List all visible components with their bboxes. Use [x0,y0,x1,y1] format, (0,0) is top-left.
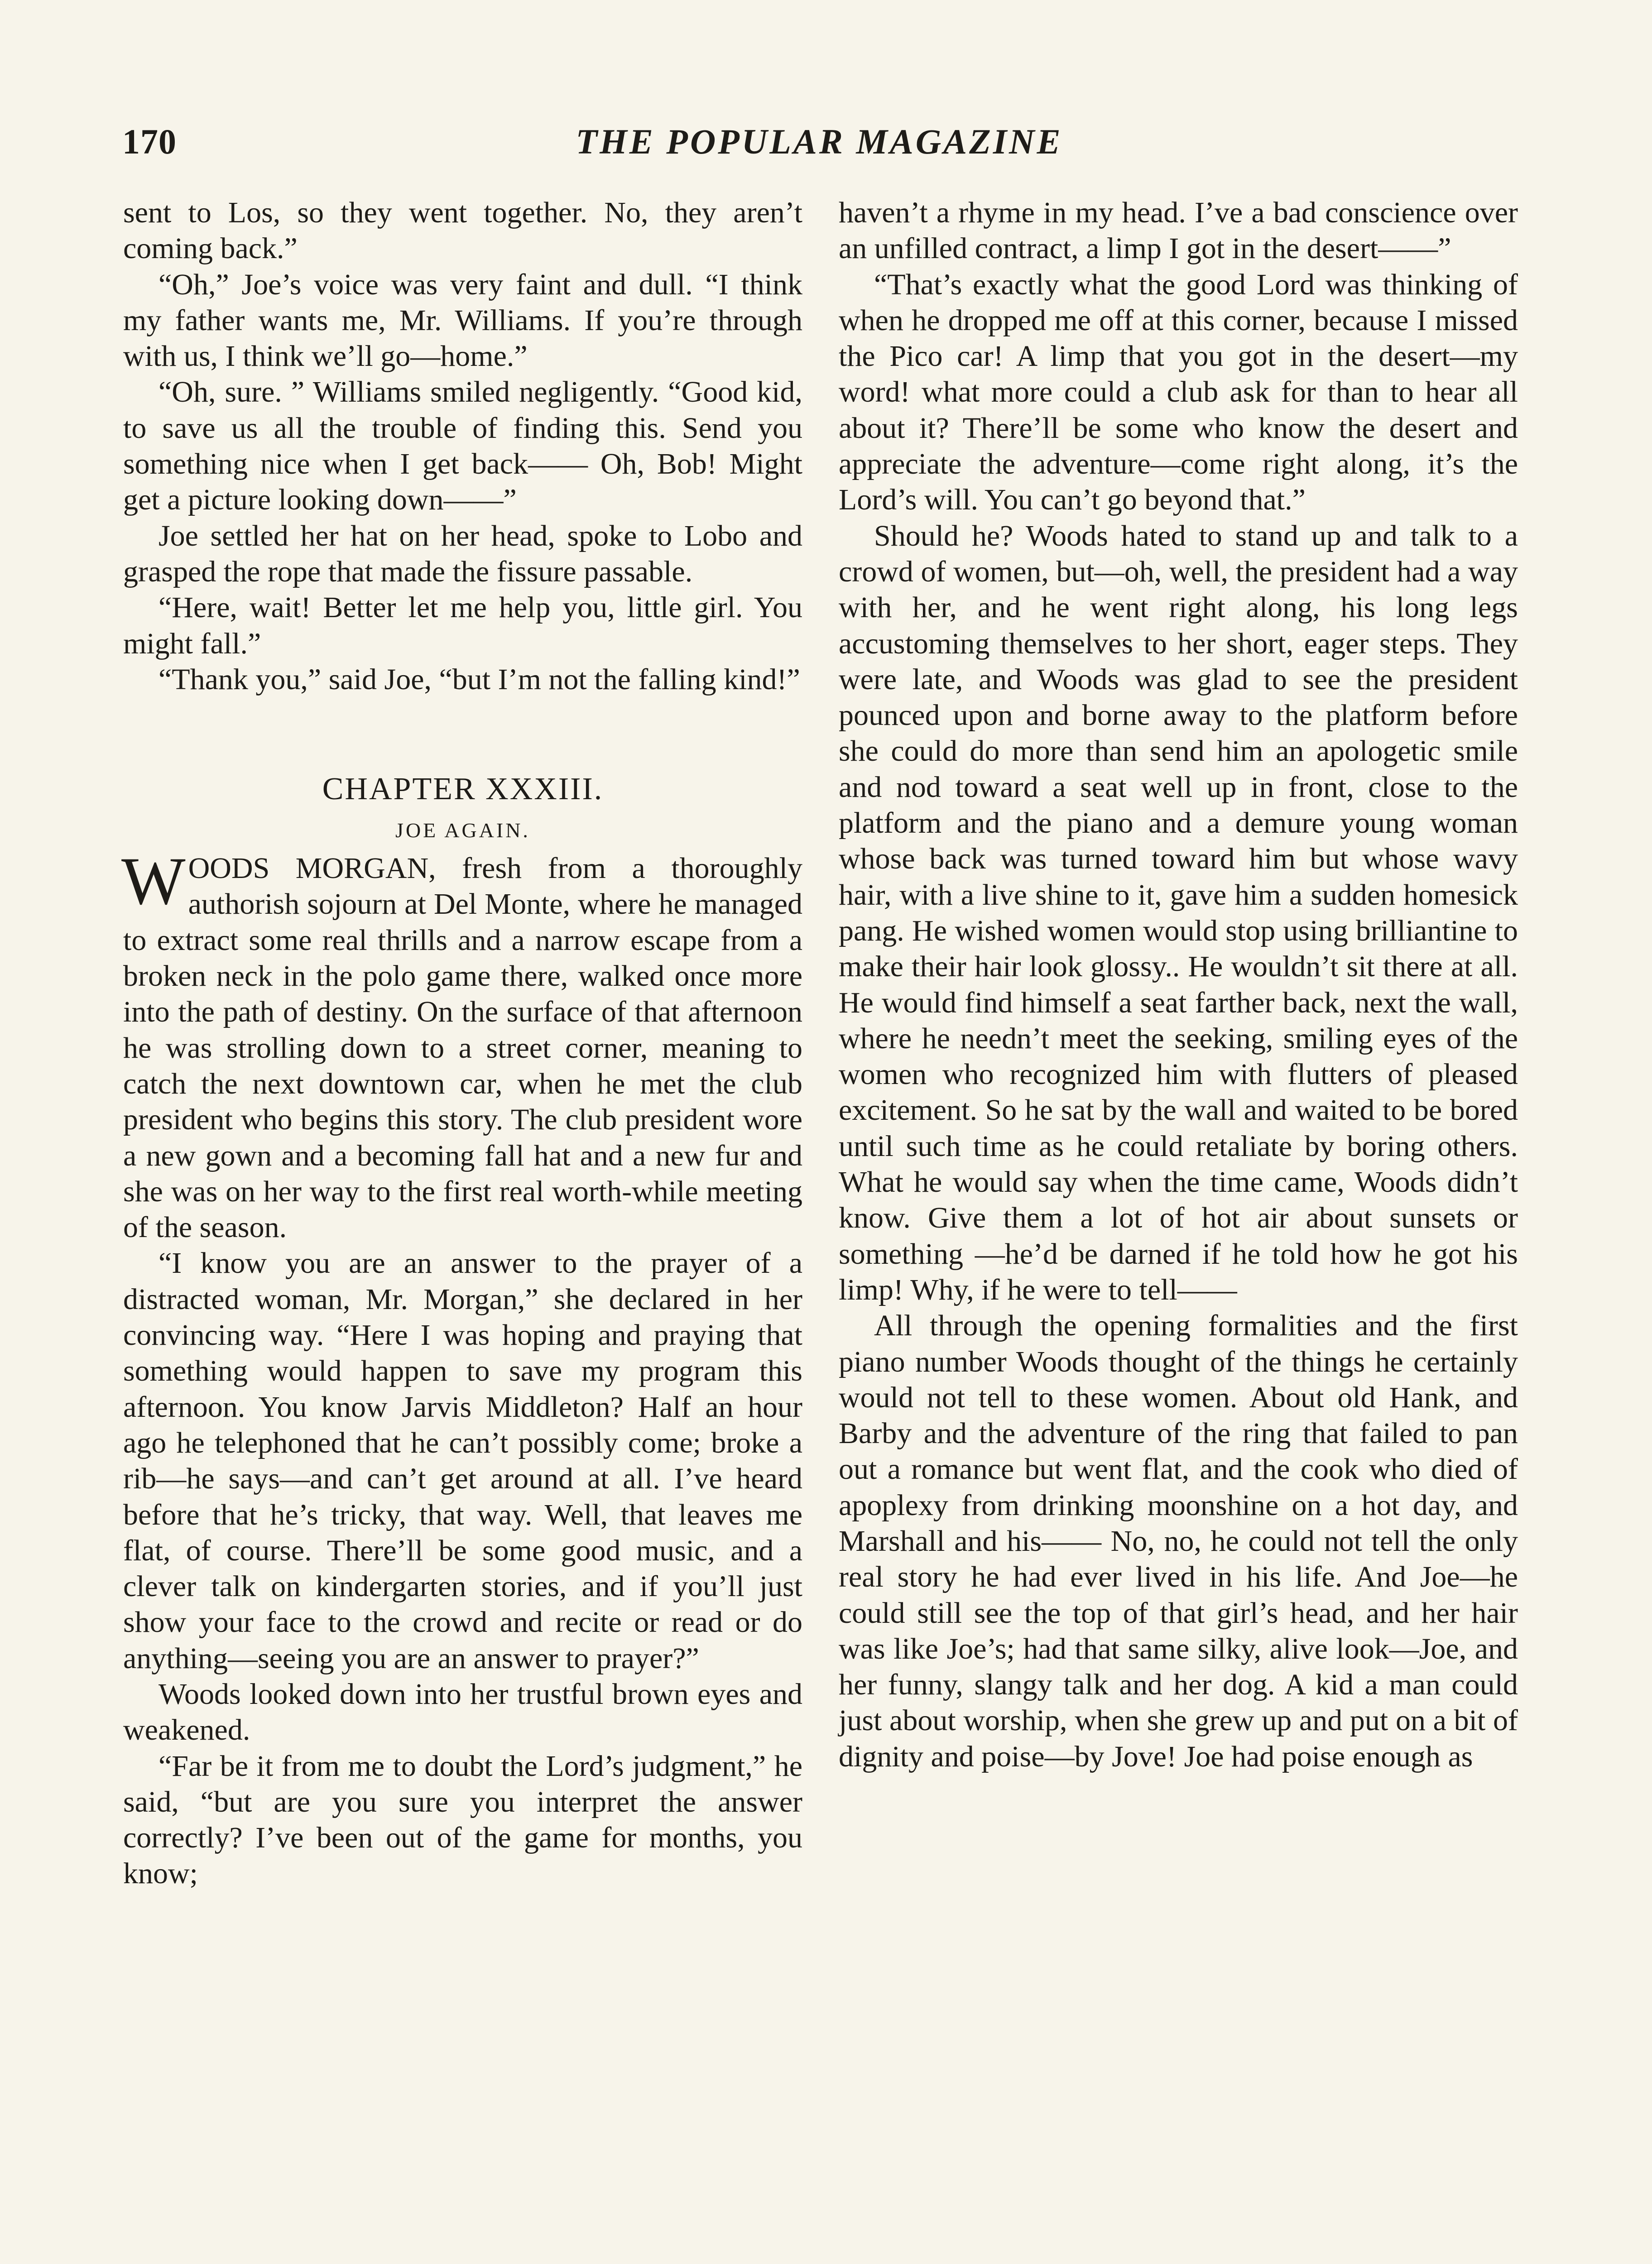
running-head [122,121,1516,171]
chapter-heading: CHAPTER XXXIII. [322,772,604,807]
magazine-title: THE POPULAR MAGAZINE [576,122,1063,161]
chapter-opening-text: OODS MORGAN, fresh from a thoroughly authorish sojourn at Del Monte, where he managed to extract some real thrills and a narrow escape from a broken neck in the polo game there, walked once more into the path of destiny. On the surface of that afternoon he was strolling down to a street corner, meaning to catch the next downtown car, when he met the club president who begins this story. The club president wore a new gown and a becoming fall hat and a new fur and she was on her way to the first real worth-while meeting of the season. [123,852,802,1244]
paragraph: “Oh, sure. ” Williams smiled negligently. “Good kid, to save us all the trouble of finding this. Send you something nice when I get back—— Oh, Bob! Might get a picture looking down——” [123,375,802,517]
paragraph: “Thank you,” said Joe, “but I’m not the falling kind!” [158,662,800,696]
paragraph: “Oh,” Joe’s voice was very faint and dull. “I think my father wants me, Mr. Williams. If you’re through with us, I think we’ll go—home.” [123,268,802,373]
paragraph: All through the opening formalities and the first piano number Woods thought of the things he certainly would not tell to these women. About old Hank, and Barby and the adventure of the ring that failed to pan out a romance but went flat, and the cook who died of apoplexy from drinking moonshine on a hot day, and Marshall and his—— No, no, he could not tell the only real story he had ever lived in his life. And Joe—he could still see the top of that girl’s head, and her hair was like Joe’s; had that same silky, alive look—Joe, and her funny, slangy talk and her dog. A kid a man could just about worship, when she grew up and put on a bit of dignity and poise—by Jove! Joe had poise enough as [839,1309,1518,1773]
paragraph: Joe settled her hat on her head, spoke to Lobo and grasped the rope that made the fissure passable. [123,519,802,588]
paragraph: “I know you are an answer to the prayer of a distracted woman, Mr. Morgan,” she declared in her convincing way. “Here I was hoping and praying that something would happen to save my program this afternoon. You know Jarvis Middleton? Half an hour ago he telephoned that he can’t possibly come; broke a rib—he says—and can’t get around at all. I’ve heard before that he’s tricky, that way. Well, that leaves me flat, of course. There’ll be some good music, and a clever talk on kindergarten stories, and if you’ll just show your face to the crowd and recite or read or do anything—seeing you are an answer to prayer?” [123,1247,802,1675]
paragraph: Should he? Woods hated to stand up and talk to a crowd of women, but—oh, well, the president had a way with her, and he went right along, his long legs accustoming themselves to her short, eager steps. They were late, and Woods was glad to see the president pounced upon and borne away to the platform before she could do more than send him an apologetic smile and nod toward a seat well up in front, close to the platform and the piano and a demure young woman whose back was turned toward him but whose wavy hair, with a live shine to it, gave him a sudden homesick pang. He wished women would stop using brilliantine to make their hair look glossy.. He wouldn’t sit there at all. He would find himself a seat farther back, next the wall, where he needn’t meet the seeking, smiling eyes of the women who recognized him with flutters of pleased excitement. So he sat by the wall and waited to be bored until such time as he could retaliate by boring others. What he would say when the time came, Woods didn’t know. Give them a lot of hot air about sunsets or something —he’d be darned if he told how he got his limp! Why, if he were to tell—— [839,519,1518,1306]
paragraph: “Here, wait! Better let me help you, little girl. You might fall.” [123,591,802,660]
paragraph: Woods looked down into her trustful brown eyes and weakened. [123,1677,802,1747]
page-number: 170 [122,122,177,161]
paragraph: “Far be it from me to doubt the Lord’s judgment,” he said, “but are you sure you interpret the answer correctly? I’ve been out of the game for months, you know; [123,1749,802,1890]
right-column [839,195,1518,1775]
paragraph: haven’t a rhyme in my head. I’ve a bad conscience over an unfilled contract, a limp I got in the desert——” [839,196,1518,265]
chapter-opening-paragraph [121,844,802,1245]
paragraph: sent to Los, so they went together. No, they aren’t coming back.” [123,196,802,265]
drop-cap: W [121,844,186,919]
paragraph: “That’s exactly what the good Lord was thinking of when he dropped me off at this corner, because I missed the Pico car! A limp that you got in the desert—my word! what more could a club ask for than to hear all about it? There’ll be some who know the desert and appreciate the adventure—come right along, it’s the Lord’s will. You can’t go beyond that.” [839,268,1518,517]
chapter-subtitle: JOE AGAIN. [395,819,530,842]
left-column [123,195,802,1892]
